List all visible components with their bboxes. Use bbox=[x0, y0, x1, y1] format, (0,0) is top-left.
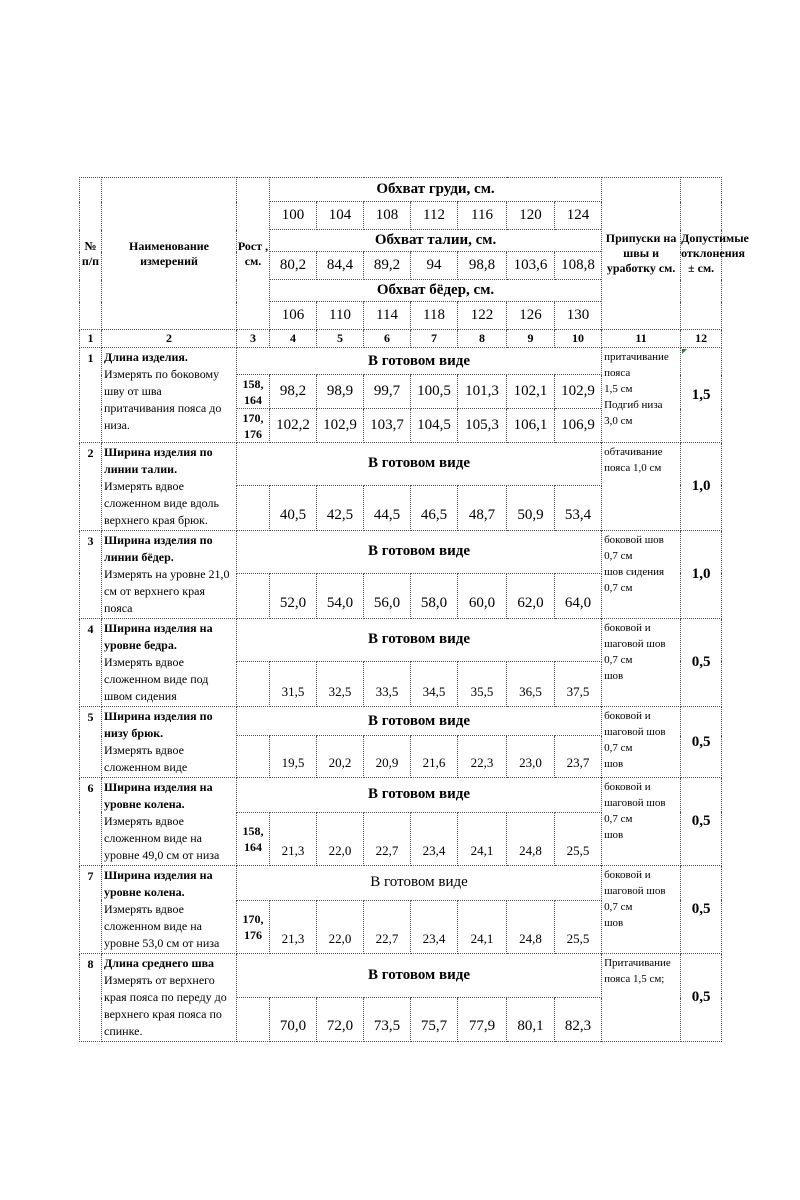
note-line: 1,5 см bbox=[604, 383, 633, 395]
size-value: 22,7 bbox=[364, 812, 411, 865]
size-value: 102,9 bbox=[317, 409, 364, 443]
column-index: 1 bbox=[80, 330, 102, 348]
header-name: Наименование измерений bbox=[102, 178, 237, 330]
table-row bbox=[80, 866, 722, 901]
row-number: 3 bbox=[80, 531, 102, 619]
size-value: 33,5 bbox=[364, 661, 411, 706]
size-value: 44,5 bbox=[364, 485, 411, 530]
size-value: 32,5 bbox=[317, 661, 364, 706]
ready-label: В готовом виде bbox=[237, 707, 602, 736]
column-index: 3 bbox=[237, 330, 270, 348]
header-num: № п/п bbox=[80, 178, 102, 330]
size-value: 102,9 bbox=[555, 375, 602, 409]
note-line: боковой и шаговой шов 0,7 см bbox=[604, 622, 666, 666]
size-value: 62,0 bbox=[507, 573, 555, 618]
size-value: 50,9 bbox=[507, 485, 555, 530]
hips-size: 114 bbox=[364, 302, 411, 330]
column-index: 6 bbox=[364, 330, 411, 348]
tolerance-value: 0,5 bbox=[681, 866, 722, 954]
chest-title: Обхват груди, см. bbox=[270, 178, 602, 202]
size-value: 35,5 bbox=[458, 661, 507, 706]
chest-size: 124 bbox=[555, 202, 602, 230]
note-line: шов сидения 0,7 см bbox=[604, 566, 665, 594]
hips-size: 106 bbox=[270, 302, 317, 330]
size-value: 100,5 bbox=[411, 375, 458, 409]
ready-label: В готовом виде bbox=[237, 348, 602, 375]
tolerance-value: 1,5 bbox=[681, 348, 722, 443]
ready-label: В готовом виде bbox=[237, 443, 602, 486]
size-value: 75,7 bbox=[411, 998, 458, 1042]
allowance-note bbox=[602, 778, 681, 866]
measurement-description: Измерять по боковому шву от шва притачивания пояса до низа. bbox=[104, 367, 222, 432]
rost-value bbox=[237, 998, 270, 1042]
corner-mark-icon bbox=[682, 349, 687, 354]
table-row bbox=[80, 778, 722, 813]
size-value: 46,5 bbox=[411, 485, 458, 530]
size-value: 20,2 bbox=[317, 736, 364, 778]
measurement-table bbox=[79, 177, 749, 1042]
hips-size: 130 bbox=[555, 302, 602, 330]
ready-label: В готовом виде bbox=[237, 531, 602, 574]
header-tolerance: Допустимые отклонения ± см. bbox=[681, 178, 722, 330]
hips-size: 110 bbox=[317, 302, 364, 330]
size-value: 103,7 bbox=[364, 409, 411, 443]
size-value: 23,7 bbox=[555, 736, 602, 778]
size-value: 22,7 bbox=[364, 900, 411, 953]
size-value: 52,0 bbox=[270, 573, 317, 618]
rost-value bbox=[237, 485, 270, 530]
size-value: 34,5 bbox=[411, 661, 458, 706]
measurement-description: Измерять вдвое сложенном виде на уровне 49,0 см от низа bbox=[104, 814, 220, 862]
allowance-note bbox=[602, 348, 681, 443]
measurement-title: Длина изделия. bbox=[104, 350, 188, 364]
size-value: 98,9 bbox=[317, 375, 364, 409]
allowance-note bbox=[602, 531, 681, 619]
column-index: 2 bbox=[102, 330, 237, 348]
rost-value: 158, 164 bbox=[237, 812, 270, 865]
tolerance-value: 0,5 bbox=[681, 619, 722, 707]
rost-value bbox=[237, 573, 270, 618]
size-value: 77,9 bbox=[458, 998, 507, 1042]
measurement-title: Ширина изделия на уровне колена. bbox=[104, 868, 213, 899]
waist-size: 94 bbox=[411, 252, 458, 280]
row-number: 2 bbox=[80, 443, 102, 531]
measurement-description: Измерять вдвое сложенном виде под швом сидения bbox=[104, 655, 209, 703]
size-value: 23,0 bbox=[507, 736, 555, 778]
measurement-title: Ширина изделия по линии бёдер. bbox=[104, 533, 213, 564]
column-index: 11 bbox=[602, 330, 681, 348]
measurement-description: Измерять вдвое сложенном виде на уровне 53,0 см от низа bbox=[104, 902, 220, 950]
row-number: 1 bbox=[80, 348, 102, 443]
chest-size: 108 bbox=[364, 202, 411, 230]
size-value: 98,2 bbox=[270, 375, 317, 409]
size-value: 24,1 bbox=[458, 812, 507, 865]
rost-value bbox=[237, 736, 270, 778]
table-body bbox=[80, 178, 749, 1042]
row-number: 4 bbox=[80, 619, 102, 707]
size-value: 72,0 bbox=[317, 998, 364, 1042]
waist-size: 89,2 bbox=[364, 252, 411, 280]
hips-size: 118 bbox=[411, 302, 458, 330]
allowance-note bbox=[602, 619, 681, 707]
tolerance-value: 0,5 bbox=[681, 954, 722, 1042]
size-value: 21,3 bbox=[270, 812, 317, 865]
rost-value: 170, 176 bbox=[237, 900, 270, 953]
waist-size: 108,8 bbox=[555, 252, 602, 280]
column-index: 10 bbox=[555, 330, 602, 348]
size-value: 80,1 bbox=[507, 998, 555, 1042]
chest-size: 104 bbox=[317, 202, 364, 230]
size-value: 37,5 bbox=[555, 661, 602, 706]
size-value: 22,3 bbox=[458, 736, 507, 778]
measurement-name bbox=[102, 707, 237, 778]
size-value: 73,5 bbox=[364, 998, 411, 1042]
ready-label: В готовом виде bbox=[237, 866, 602, 901]
size-value: 21,3 bbox=[270, 900, 317, 953]
chest-size: 112 bbox=[411, 202, 458, 230]
size-value: 24,8 bbox=[507, 900, 555, 953]
size-value: 42,5 bbox=[317, 485, 364, 530]
header-allowance: Припуски на швы и уработку см. bbox=[602, 178, 681, 330]
size-value: 24,8 bbox=[507, 812, 555, 865]
size-value: 102,1 bbox=[507, 375, 555, 409]
measurement-title: Ширина изделия на уровне бедра. bbox=[104, 621, 213, 652]
note-line: обтачивание пояса 1,0 см bbox=[604, 446, 663, 474]
size-value: 82,3 bbox=[555, 998, 602, 1042]
size-value: 48,7 bbox=[458, 485, 507, 530]
header-rost: Рост , см. bbox=[237, 178, 270, 330]
measurement-name bbox=[102, 443, 237, 531]
chest-size: 120 bbox=[507, 202, 555, 230]
note-line: боковой и шаговой шов 0,7 см bbox=[604, 869, 666, 913]
waist-size: 103,6 bbox=[507, 252, 555, 280]
size-value: 54,0 bbox=[317, 573, 364, 618]
row-number: 5 bbox=[80, 707, 102, 778]
size-value: 106,9 bbox=[555, 409, 602, 443]
rost-value: 170, 176 bbox=[237, 409, 270, 443]
measurement-description: Измерять вдвое сложенном виде bbox=[104, 743, 188, 774]
measurement-name bbox=[102, 866, 237, 954]
size-value: 24,1 bbox=[458, 900, 507, 953]
measurement-description: Измерять от верхнего края пояса по переду до верхнего края пояса по спинке. bbox=[104, 973, 227, 1038]
note-line: боковой шов 0,7 см bbox=[604, 534, 664, 562]
ready-label: В готовом виде bbox=[237, 778, 602, 813]
size-value: 25,5 bbox=[555, 900, 602, 953]
ready-label: В готовом виде bbox=[237, 954, 602, 998]
column-index: 12 bbox=[681, 330, 722, 348]
size-value: 25,5 bbox=[555, 812, 602, 865]
note-line: шов bbox=[604, 829, 624, 841]
waist-size: 98,8 bbox=[458, 252, 507, 280]
table-row bbox=[80, 619, 722, 662]
note-line: шов bbox=[604, 670, 624, 682]
size-value: 70,0 bbox=[270, 998, 317, 1042]
measurement-title: Ширина изделия на уровне колена. bbox=[104, 780, 213, 811]
note-line: шов bbox=[604, 917, 624, 929]
size-value: 53,4 bbox=[555, 485, 602, 530]
row-number: 6 bbox=[80, 778, 102, 866]
size-value: 22,0 bbox=[317, 812, 364, 865]
size-value: 101,3 bbox=[458, 375, 507, 409]
row-number: 8 bbox=[80, 954, 102, 1042]
size-value: 99,7 bbox=[364, 375, 411, 409]
tolerance-value: 0,5 bbox=[681, 707, 722, 778]
measurement-title: Длина среднего шва bbox=[104, 956, 215, 970]
column-index-row bbox=[80, 330, 722, 348]
size-value: 104,5 bbox=[411, 409, 458, 443]
table-row bbox=[80, 954, 722, 998]
waist-title: Обхват талии, см. bbox=[270, 230, 602, 252]
size-value: 105,3 bbox=[458, 409, 507, 443]
size-value: 60,0 bbox=[458, 573, 507, 618]
size-value: 23,4 bbox=[411, 812, 458, 865]
column-index: 4 bbox=[270, 330, 317, 348]
note-line: притачивание пояса bbox=[604, 351, 669, 379]
size-value: 64,0 bbox=[555, 573, 602, 618]
hips-size: 122 bbox=[458, 302, 507, 330]
rost-value bbox=[237, 661, 270, 706]
size-value: 19,5 bbox=[270, 736, 317, 778]
note-line: Притачивание пояса 1,5 см; bbox=[604, 957, 671, 985]
measurement-name bbox=[102, 954, 237, 1042]
tolerance-value: 1,0 bbox=[681, 443, 722, 531]
note-line: шов bbox=[604, 758, 624, 770]
waist-size: 84,4 bbox=[317, 252, 364, 280]
measurement-name bbox=[102, 531, 237, 619]
ready-label: В готовом виде bbox=[237, 619, 602, 662]
note-line: Подгиб низа bbox=[604, 399, 663, 411]
measurement-name bbox=[102, 778, 237, 866]
table-row bbox=[80, 531, 722, 574]
hips-size: 126 bbox=[507, 302, 555, 330]
size-value: 36,5 bbox=[507, 661, 555, 706]
measurement-description: Измерять вдвое сложенном виде вдоль верхнего края брюк. bbox=[104, 479, 219, 527]
measurement-title: Ширина изделия по низу брюк. bbox=[104, 709, 213, 740]
chest-size: 100 bbox=[270, 202, 317, 230]
allowance-note bbox=[602, 954, 681, 1042]
size-value: 102,2 bbox=[270, 409, 317, 443]
size-value: 20,9 bbox=[364, 736, 411, 778]
note-line: боковой и шаговой шов 0,7 см bbox=[604, 781, 666, 825]
table-row bbox=[80, 707, 722, 736]
allowance-note bbox=[602, 866, 681, 954]
rost-value: 158, 164 bbox=[237, 375, 270, 409]
measurement-title: Ширина изделия по линии талии. bbox=[104, 445, 213, 476]
allowance-note bbox=[602, 707, 681, 778]
size-value: 23,4 bbox=[411, 900, 458, 953]
size-value: 58,0 bbox=[411, 573, 458, 618]
row-number: 7 bbox=[80, 866, 102, 954]
allowance-note bbox=[602, 443, 681, 531]
waist-size: 80,2 bbox=[270, 252, 317, 280]
measurement-name bbox=[102, 348, 237, 443]
table-row bbox=[80, 348, 722, 375]
size-value: 106,1 bbox=[507, 409, 555, 443]
column-index: 5 bbox=[317, 330, 364, 348]
column-index: 9 bbox=[507, 330, 555, 348]
column-index: 8 bbox=[458, 330, 507, 348]
tolerance-value: 1,0 bbox=[681, 531, 722, 619]
size-value: 56,0 bbox=[364, 573, 411, 618]
column-index: 7 bbox=[411, 330, 458, 348]
size-value: 21,6 bbox=[411, 736, 458, 778]
note-line: боковой и шаговой шов 0,7 см bbox=[604, 710, 666, 754]
size-value: 22,0 bbox=[317, 900, 364, 953]
note-line: 3,0 см bbox=[604, 415, 633, 427]
size-value: 40,5 bbox=[270, 485, 317, 530]
hips-title: Обхват бёдер, см. bbox=[270, 280, 602, 302]
tolerance-value: 0,5 bbox=[681, 778, 722, 866]
size-value: 31,5 bbox=[270, 661, 317, 706]
table-row bbox=[80, 443, 722, 486]
chest-size: 116 bbox=[458, 202, 507, 230]
measurement-name bbox=[102, 619, 237, 707]
measurement-description: Измерять на уровне 21,0 см от верхнего края пояса bbox=[104, 567, 230, 615]
